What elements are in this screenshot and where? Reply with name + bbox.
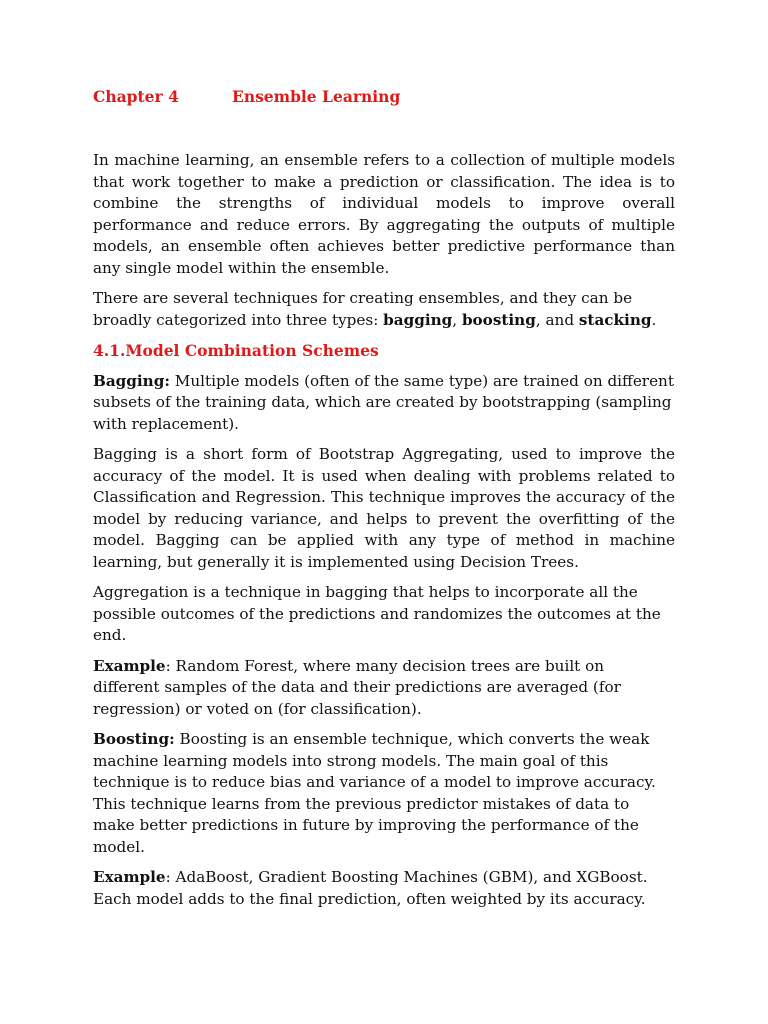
boosting-definition: [93, 729, 675, 858]
chapter-label: Chapter 4: [93, 87, 179, 106]
techniques-text: There are several techniques for creating ensembles, and they can be broadly categorized into three types:: [93, 289, 633, 329]
boosting-example-label: Example: [93, 868, 166, 886]
bagging-detail: Bagging is a short form of Bootstrap Aggregating, used to improve the accuracy of the model. It is used when dealing with problems related to Classification and Regression. This technique improves the accuracy of the model by reducing variance, and helps to prevent the overfitting of the model. Bagging can be applied with any type of method in machine learning, but generally it is implemented using Decision Trees.: [93, 445, 675, 571]
bagging-definition: [93, 371, 675, 436]
techniques-end: .: [651, 310, 657, 329]
aggregation-paragraph: Aggregation is a technique in bagging that helps to incorporate all the possible outcomes of the predictions and randomizes the outcomes at the end.: [93, 583, 661, 644]
boosting-term: Boosting:: [93, 730, 175, 748]
term-stacking: stacking: [578, 310, 652, 329]
bagging-term: Bagging:: [93, 371, 170, 390]
techniques-paragraph: [93, 288, 675, 331]
boosting-example-text: : AdaBoost, Gradient Boosting Machines (GBM), and XGBoost. Each model adds to the final prediction, often weighted by its accuracy.: [93, 868, 648, 908]
chapter-heading: [93, 84, 675, 110]
separator-2: , and: [535, 310, 579, 329]
boosting-example: [93, 867, 675, 910]
document-page: [93, 84, 675, 919]
term-boosting: boosting: [461, 310, 536, 329]
bagging-definition-text: Multiple models (often of the same type) are trained on different subsets of the training data, which are created by bootstrapping (sampling with replacement).: [93, 371, 674, 433]
bagging-example: [93, 656, 675, 721]
bagging-example-text: : Random Forest, where many decision trees are built on different samples of the data and their predictions are averaged (for regression) or voted on (for classification).: [93, 656, 621, 718]
intro-paragraph: In machine learning, an ensemble refers to a collection of multiple models that work together to make a prediction or classification. The idea is to combine the strengths of individual models to improve overall performance and reduce errors. By aggregating the outputs of multiple models, an ensemble often achieves better predictive performance than any single model within the ensemble.: [93, 151, 675, 277]
separator-1: ,: [452, 310, 462, 329]
boosting-definition-text: Boosting is an ensemble technique, which converts the weak machine learning models into strong models. The main goal of this technique is to reduce bias and variance of a model to improve accuracy. This technique learns from the previous predictor mistakes of data to make better predictions in future by improving the performance of the model.: [93, 730, 656, 856]
term-bagging: bagging: [383, 310, 453, 329]
chapter-title: Ensemble Learning: [232, 87, 401, 106]
section-heading: 4.1.Model Combination Schemes: [93, 341, 379, 360]
bagging-example-label: Example: [93, 656, 166, 675]
